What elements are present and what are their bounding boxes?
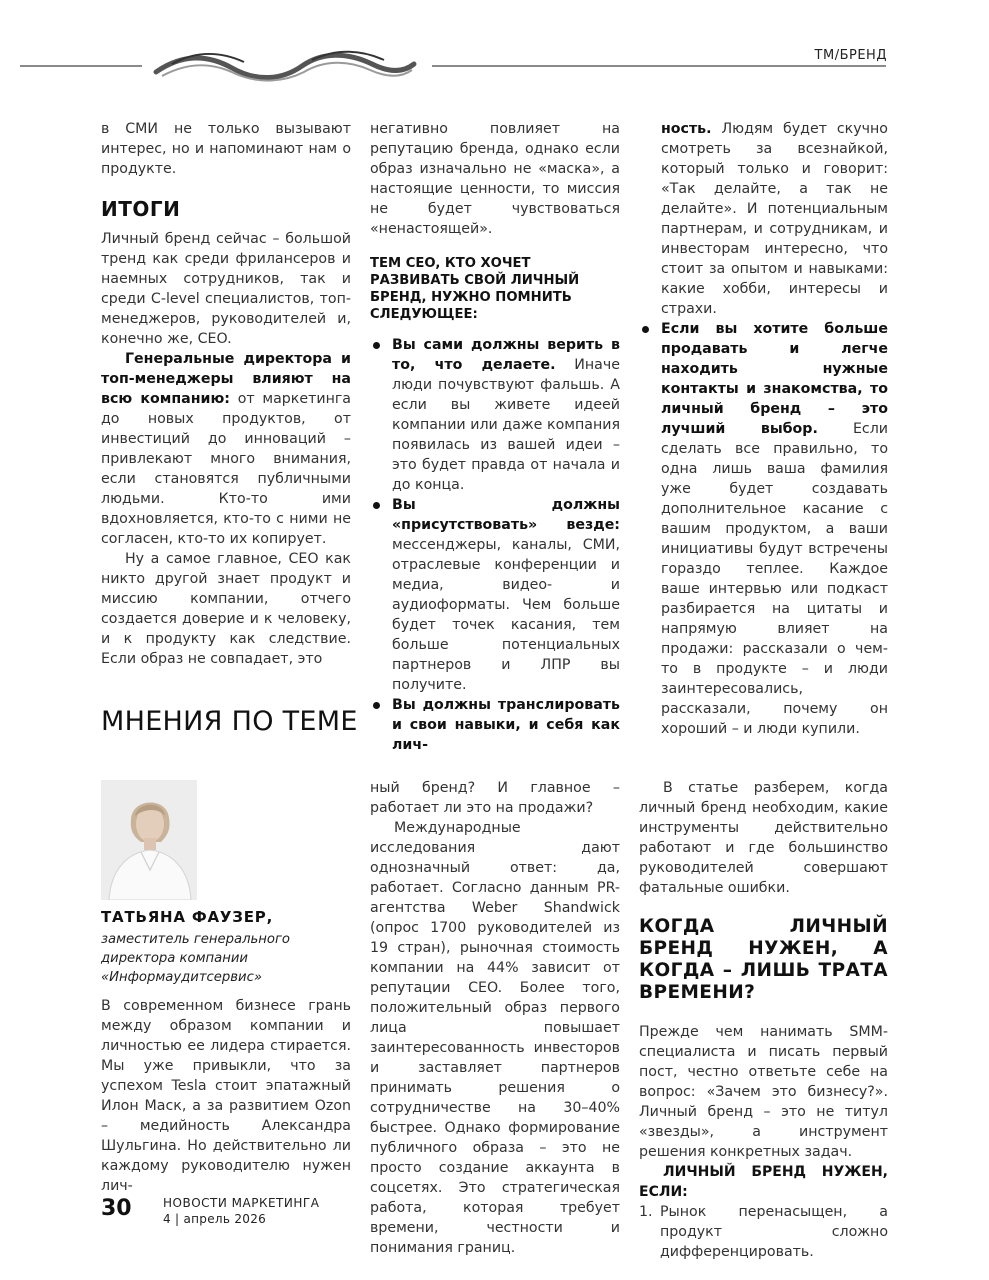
bold-lead: Генеральные директора и топ-менеджеры влияют на всю компанию: xyxy=(101,351,351,407)
subheading: КОГДА ЛИЧНЫЙ БРЕНД НУЖЕН, А КОГДА – ЛИШЬ ТРАТА ВРЕМЕНИ? xyxy=(639,916,888,1003)
text: Иначе люди почувствуют фальшь. А если вы живете идеей компании или даже компания появилась из вашей идеи – это будет правда от начала и до конца. xyxy=(392,357,620,493)
bullet-icon xyxy=(373,702,380,709)
opinion-column-3 xyxy=(639,778,888,1262)
magazine-name: НОВОСТИ МАРКЕТИНГА xyxy=(163,1196,320,1210)
top-column-3 xyxy=(639,119,888,739)
subheading: ТЕМ CEO, КТО ХОЧЕТ РАЗВИВАТЬ СВОЙ ЛИЧНЫЙ БРЕНД, НУЖНО ПОМНИТЬ СЛЕДУЮЩЕЕ: xyxy=(370,256,580,322)
list-item xyxy=(370,335,620,495)
paragraph: Ну а самое главное, CEO как никто другой знает продукт и миссию компании, отчего создается доверие и к человеку, и к продукту как следствие. Если образ не совпадает, это xyxy=(101,551,351,667)
bullet-list xyxy=(639,319,888,739)
list-number: 1. xyxy=(639,1204,653,1220)
issue-date: 4 | апрель 2026 xyxy=(163,1212,267,1226)
bullet-icon xyxy=(642,326,649,333)
paragraph: в СМИ не только вызывают интерес, но и напоминают нам о продукте. xyxy=(101,121,351,177)
paragraph: В современном бизнесе грань между образом компании и личностью ее лидера стирается. Мы уже привыкли, что за успехом Tesla стоит эпатажный Илон Маск, а за развитием Ozon – медийность Александра Шульгина. Но действительно ли каждому руководителю нужен лич- xyxy=(101,998,351,1194)
paragraph: Прежде чем нанимать SMM-специалиста и писать первый пост, честно ответьте себе на вопрос: «Зачем это бизнесу?». Личный бренд – это не титул «звезды», а инструмент решения конкретных задач. xyxy=(639,1024,888,1160)
bold-lead: Если вы хотите больше продавать и легче находить нужные контакты и знакомства, то личный бренд – это лучший выбор. xyxy=(661,321,888,437)
paragraph: негативно повлияет на репутацию бренда, однако если образ изначально не «маска», а настоящие ценности, то миссия не будет чувствоваться «ненастоящей». xyxy=(370,121,620,237)
bold-lead: ность. xyxy=(661,121,712,137)
paragraph: В статье разберем, когда личный бренд необходим, какие инструменты действительно работают и где большинство руководителей совершают фатальные ошибки. xyxy=(639,780,888,896)
text: мессенджеры, каналы, СМИ, отраслевые конференции и медиа, видео- и аудиоформаты. Чем больше будет точек касания, тем больше потенциальных партнеров и ЛПР вы получите. xyxy=(392,537,620,693)
text: Если сделать все правильно, то одна лишь ваша фамилия уже будет создавать дополнительное касание с вашим продуктом, а ваши инициативы будут встречены гораздо теплее. Каждое ваше интервью или подкаст разбирается на цитаты и напрямую влияет на продажи: рассказали о чем-то в продукте – и люди заинтересовались, рассказали, почему он хороший – и люди купили. xyxy=(661,421,888,737)
paragraph: Личный бренд сейчас – большой тренд как среди фрилансеров и наемных сотрудников, так и среди C-level специалистов, топ-менеджеров, руководителей и, конечно же, CEO. xyxy=(101,231,351,347)
numbered-list xyxy=(639,1202,888,1262)
top-column-1 xyxy=(101,119,351,669)
header-rule-left xyxy=(20,65,142,67)
section-heading-itogi: ИТОГИ xyxy=(101,197,181,221)
list-item xyxy=(639,1202,888,1262)
bullet-icon xyxy=(373,502,380,509)
section-label: ТМ/БРЕНД xyxy=(814,48,887,63)
paragraph xyxy=(639,119,888,319)
paragraph: Международные исследования дают однозначный ответ: да, работает. Согласно данным PR-агентства Weber Shandwick (опрос 1700 руководителей из 19 стран), рыночная стоимость компании на 44% зависит от репутации CEO. Более того, положительный образ первого лица повышает заинтересованность инвесторов и заставляет партнеров принимать решения о сотрудничестве на 30–40% быстрее. Однако формирование публичного образа – это не просто создание аккаунта в соцсетях. Это стратегическая работа, которая требует времени, честности и понимания границ. xyxy=(370,820,620,1256)
bold-lead: Вы должны транслировать и свои навыки, и себя как лич- xyxy=(392,697,620,753)
bold-lead: Вы сами должны верить в то, что делаете. xyxy=(392,337,620,373)
section-title-opinions: МНЕНИЯ ПО ТЕМЕ xyxy=(101,706,358,737)
header-rule-right xyxy=(432,65,886,67)
list-item xyxy=(639,319,888,739)
list-item xyxy=(370,695,620,755)
top-column-2 xyxy=(370,119,620,755)
portrait-image xyxy=(101,780,197,900)
opinion-column-1 xyxy=(101,996,351,1196)
page-number: 30 xyxy=(101,1196,132,1221)
bullet-icon xyxy=(373,342,380,349)
author-name: ТАТЬЯНА ФАУЗЕР, xyxy=(101,908,274,926)
text: Людям будет скучно смотреть за всезнайкой, который только и говорит: «Так делайте, а так не делайте». И потенциальным партнерам, и сотрудникам, и инвесторам интересно, что стоит за опытом и навыками: какие хобби, интересы и страхи. xyxy=(661,121,888,317)
list-item xyxy=(370,495,620,695)
author-photo xyxy=(101,780,197,900)
bold-lead: Вы должны «присутствовать» везде: xyxy=(392,497,620,533)
paragraph xyxy=(101,349,351,549)
bullet-list xyxy=(370,335,620,755)
text: от маркетинга до новых продуктов, от инвестиций до инноваций – привлекают много внимания, если становятся публичными людьми. Кто-то ими вдохновляется, кто-то с ними не согласен, кто-то их копирует. xyxy=(101,391,352,547)
paragraph: ный бренд? И главное – работает ли это на продажи? xyxy=(370,780,620,816)
text: Рынок перенасыщен, а продукт сложно дифференцировать. xyxy=(660,1204,888,1260)
wave-ornament-icon xyxy=(152,50,418,84)
list-heading: ЛИЧНЫЙ БРЕНД НУЖЕН, ЕСЛИ: xyxy=(639,1164,888,1200)
opinion-column-2 xyxy=(370,778,620,1258)
author-role: заместитель генерального директора компании «Информаудитсервис» xyxy=(101,932,290,985)
